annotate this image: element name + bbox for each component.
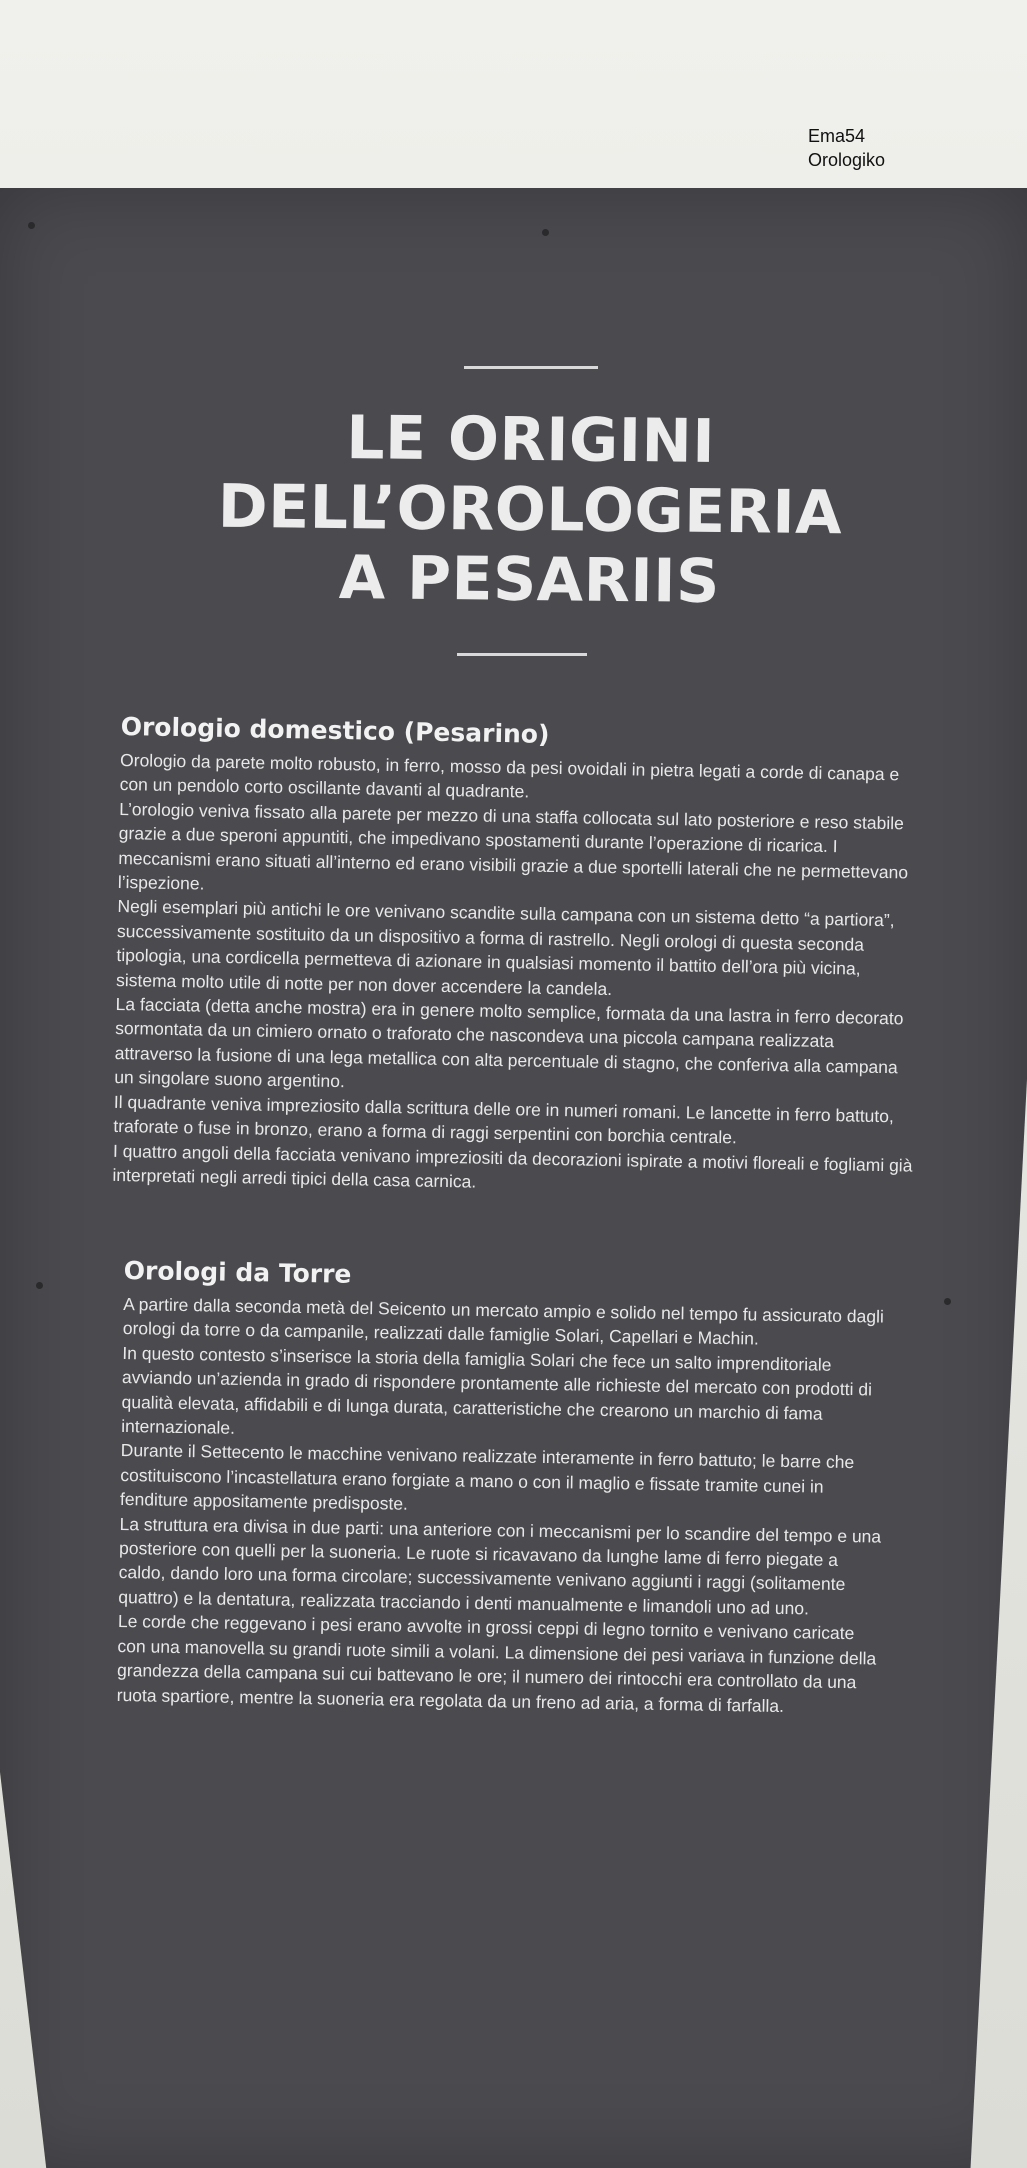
panel-screw	[542, 229, 549, 236]
section-paragraph: I quattro angoli della facciata venivano impreziositi da decorazioni ispirate a motivi floreali e fogliami già interpretati negli arredi tipici della casa carnica.	[112, 1140, 913, 1192]
section-paragraph: Le corde che reggevano i pesi erano avvolte in grossi ceppi di legno tornito e venivano caricate con una manovella su grandi ruote simili a volani. La dimensione dei pesi variava in funzione della grandezza della campana sui cui battevano le ore; il numero dei rintocchi era controllato da una ruota spartiore, mentre la suoneria era regolata da un freno ad aria, a forma di farfalla.	[116, 1611, 877, 1716]
section-paragraph: Durante il Settecento le macchine venivano realizzate interamente in ferro battuto; le barre che costituiscono l’incastellatura erano forgiate a mano o con il maglio e fissate tramite cunei in fenditure appositamente predisposte.	[119, 1440, 855, 1514]
section-paragraph: Il quadrante veniva impreziosito dalla scrittura delle ore in numeri romani. Le lancette in ferro battuto, traforate o fuse in bronzo, erano a forma di raggi serpentini con borchia centrale.	[113, 1091, 895, 1148]
section-paragraph: In questo contesto s’inserisce la storia della famiglia Solari che fece un salto imprenditoriale avviando un’azienda in grado di rispondere prontamente alle richieste del mercato con prodotti di qualità elevata, affidabili e di lunga durata, caratteristiche che crearono un marchio di fama internazionale.	[121, 1342, 873, 1438]
photo-credit	[808, 124, 885, 172]
title-bottom-rule	[457, 653, 587, 656]
section-paragraph: L’orologio veniva fissato alla parete per mezzo di una staffa collocata sul lato posteriore e reso stabile grazie a due speroni appuntiti, che impedivano spostamenti durante l’operazione di ricarica. I meccanismi erano situati all’interno ed erano visibili grazie a due sportelli laterali che ne permettevano l’ispezione.	[117, 798, 909, 894]
section-heading: Orologi da Torre	[123, 1256, 352, 1289]
section-paragraph: A partire dalla seconda metà del Seicento un mercato ampio e solido nel tempo fu assicurato dagli orologi da torre o da campanile, realizzati dalle famiglie Solari, Capellari e Machin.	[122, 1293, 884, 1349]
title-line-2: DELL’OROLOGERIA	[217, 471, 843, 549]
panel-title	[179, 401, 881, 618]
section-heading: Orologio domestico (Pesarino)	[120, 712, 550, 749]
section-orologi-da-torre	[117, 1256, 886, 1719]
credit-project: Orologiko	[808, 150, 886, 170]
section-orologio-domestico	[112, 712, 921, 1202]
section-paragraph: La facciata (detta anche mostra) era in genere molto semplice, formata da una lastra in ferro decorato sormontata da un cimiero ornato o traforato che nascondeva una piccola campana realizzata attraverso la fusione di una lega metallica con alta percentuale di stagno, che conferiva alla campana un singolare suono argentino.	[114, 994, 904, 1092]
credit-author: Ema54	[808, 126, 866, 146]
section-paragraph: Negli esemplari più antichi le ore venivano scandite sulla campana con un sistema detto “a partiora”, successivamente sostituito da un dispositivo a forma di rastrello. Negli orologi di questa seconda tipologia, una cordicella permetteva di azionare in qualsiasi momento il battito dell’ora più vicina, sistema molto utile di notte per non dover accendere la candela.	[115, 896, 895, 999]
title-line-1: LE ORIGINI	[346, 403, 716, 477]
panel-screw	[28, 222, 35, 229]
panel-screw	[36, 1282, 43, 1289]
section-paragraph: Orologio da parete molto robusto, in ferro, mosso da pesi ovoidali in pietra legati a corde di canapa e con un pendolo corto oscillante davanti al quadrante.	[119, 749, 900, 802]
section-paragraph: La struttura era divisa in due parti: una anteriore con i meccanismi per lo scandire del tempo e una posteriore con quelli per la suoneria. Le ruote si ricavavano da lunghe lame di ferro piegate a caldo, dando loro una forma circolare; successivamente venivano aggiunti i raggi (solitamente quattro) e la dentatura, realizzata tracciando i denti manualmente e limandoli uno ad uno.	[118, 1513, 882, 1619]
panel-screw	[944, 1298, 951, 1305]
title-line-3: A PESARIIS	[338, 543, 721, 617]
title-top-rule	[464, 366, 598, 369]
